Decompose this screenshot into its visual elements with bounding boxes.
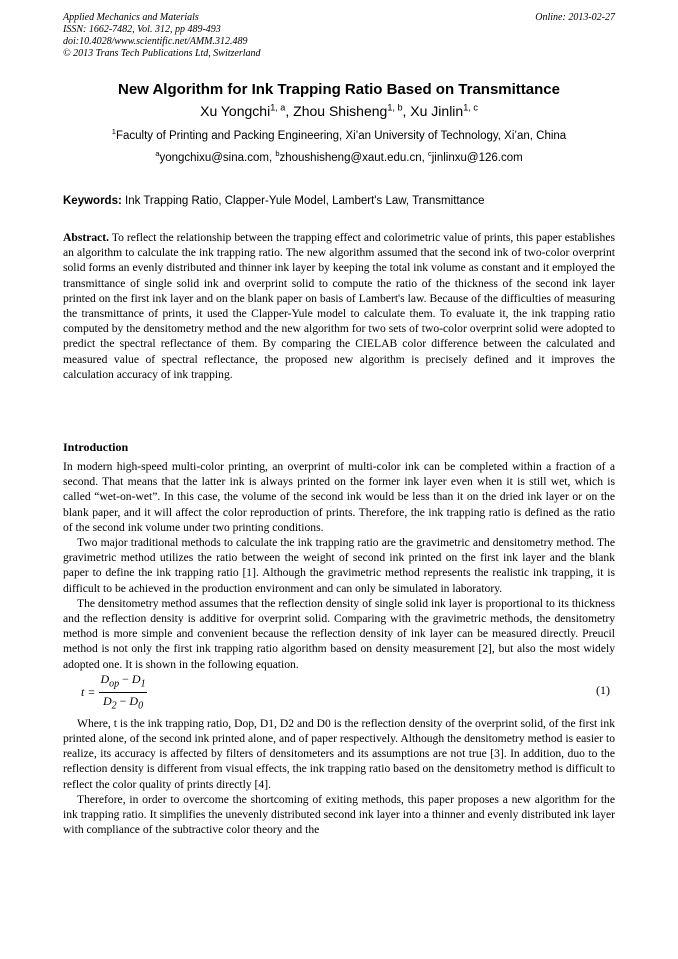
paper-title: New Algorithm for Ink Trapping Ratio Based on Transmittance [117, 81, 560, 98]
email-address[interactable]: zhoushisheng@xaut.edu.cn [279, 152, 422, 164]
subscript: 2 [111, 700, 117, 712]
subscript: 0 [138, 700, 144, 712]
author-separator: , [285, 103, 294, 119]
running-header [63, 12, 615, 60]
affiliation-mark: 1 [111, 127, 116, 137]
email-list [63, 151, 615, 166]
author-name: Zhou Shisheng [293, 103, 388, 119]
author-separator: , [402, 103, 411, 119]
paragraph: Two major traditional methods to calculate the ink trapping ratio are the gravimetric and densitometry method. The gravimetric method utilizes the ratio between the weight of second ink printed on the first ink layer and the blank paper to define the ink trapping ratio [1]. Although the gravimetric method represents the realistic ink trapping, it is difficult to be achieved in the production environment and can only be simulated in laboratory. [63, 536, 615, 595]
online-date: Online: 2013-02-27 [535, 12, 615, 23]
affiliation [63, 129, 615, 144]
keywords [63, 194, 615, 209]
equation-fraction [99, 672, 147, 715]
paragraph: Where, t is the ink trapping ratio, Dop, D1, D2 and D0 is the reflection density of the overprint solid, of the first ink printed alone, of the second ink printed alone, and of paper respectively. Although the densitometry method is easier to realize, its accuracy is affected by filters of densitometers and its assumptions are not true [3]. In addition, duo to the reflection density is different from visual effects, the ink trapping ratio based on the densitometry method is difficult to reflect the color quality of prints directly [4]. [63, 716, 615, 791]
equation [63, 672, 615, 716]
author-affil-mark: 1, a [270, 102, 286, 113]
symbol: D [131, 671, 141, 686]
doi-line: doi:10.4028/www.scientific.net/AMM.312.489 [63, 36, 248, 47]
introduction-body [63, 459, 615, 837]
keywords-label: Keywords: [63, 195, 122, 207]
copyright-line: © 2013 Trans Tech Publications Ltd, Switzerland [63, 48, 261, 59]
email-mark: c [428, 149, 432, 159]
abstract-text: To reflect the relationship between the trapping effect and colorimetric value of prints, this paper establishes an algorithm to calculate the ink trapping ratio. The new algorithm assumed that the second ink of two-color overprint solid forms an evenly distributed and thinner ink layer by keeping the total ink volume as constant and it employed the transmittance of single solid ink and overprint solid to compute the ratio of the thickness of the second ink layer printed on the first ink layer and on the blank paper on basis of Lambert's law. Because of the difficulties of measuring the transmittance of prints, it used the Clapper-Yule model to calculate them. To evaluate it, the ink trapping ratio computed by the densitometry method and the new algorithm for two sets of two-color overprint solid were adopted to predict the spectral reflectance of them. By comparing the CIELAB color difference between the calculated and measured value of spectral reflectance, the proposed new algorithm is precisely defined and it improves the calculation accuracy of ink trapping. [63, 231, 615, 381]
author-list [63, 102, 615, 121]
operator: − [119, 671, 132, 686]
email-separator: , [421, 152, 428, 164]
section-heading: Introduction [63, 440, 129, 454]
author-name: Xu Yongchi [200, 103, 271, 119]
keywords-text: Ink Trapping Ratio, Clapper-Yule Model, Lambert's Law, Transmittance [125, 195, 485, 207]
email-address[interactable]: yongchixu@sina.com [159, 152, 269, 164]
paragraph: In modern high-speed multi-color printing, an overprint of multi-color ink can be completed within a fraction of a second. That means that the latter ink is always printed on the former ink layer even when it is still wet, which is called “wet-on-wet”. In this case, the volume of the second ink would be less than it on the dried ink layer or on the blank paper, and it will affect the color reproduction of prints. Therefore, the ink trapping ratio is defined as the ratio of the second ink volume under two printing conditions. [63, 460, 615, 534]
author-affil-mark: 1, c [463, 102, 478, 113]
email-mark: b [275, 149, 280, 159]
paragraph: The densitometry method assumes that the reflection density of single solid ink layer is proportional to its thickness and the reflection density is additive for overprint solid. Comparing with the gravimetric methods, the densitometry method is more simple and convenient because the reflection density of ink layer can be measured directly. Preucil method is not only the first ink trapping ratio algorithm based on density measurement [2], but also the most widely adopted one. It is shown in the following equation. [63, 596, 615, 671]
email-separator: , [268, 152, 276, 164]
fraction-denominator [99, 693, 147, 714]
subscript: 1 [140, 678, 146, 690]
email-mark: a [155, 149, 160, 159]
issn-line: ISSN: 1662-7482, Vol. 312, pp 489-493 [63, 24, 221, 35]
abstract-label: Abstract. [63, 231, 110, 244]
symbol: D [129, 694, 139, 709]
author-affil-mark: 1, b [387, 102, 403, 113]
subscript: op [109, 678, 120, 690]
journal-name: Applied Mechanics and Materials [63, 12, 199, 23]
symbol: D [102, 694, 112, 709]
author-name: Xu Jinlin [410, 103, 464, 119]
fraction-numerator [99, 672, 147, 693]
paragraph: Therefore, in order to overcome the shortcoming of exiting methods, this paper proposes a new algorithm for the ink trapping ratio. It simplifies the unevenly distributed second ink layer into a thinner and evenly distributed ink layer with compliance of the subtractive color theory and the [63, 792, 615, 837]
abstract [63, 230, 615, 382]
equation-number: (1) [596, 682, 610, 697]
operator: − [116, 694, 130, 709]
symbol: D [100, 671, 110, 686]
equation-lhs: t = [81, 684, 96, 699]
affiliation-text: Faculty of Printing and Packing Engineering, Xi’an University of Technology, Xi’an, China [115, 130, 567, 142]
email-address[interactable]: jinlinxu@126.com [431, 152, 523, 164]
